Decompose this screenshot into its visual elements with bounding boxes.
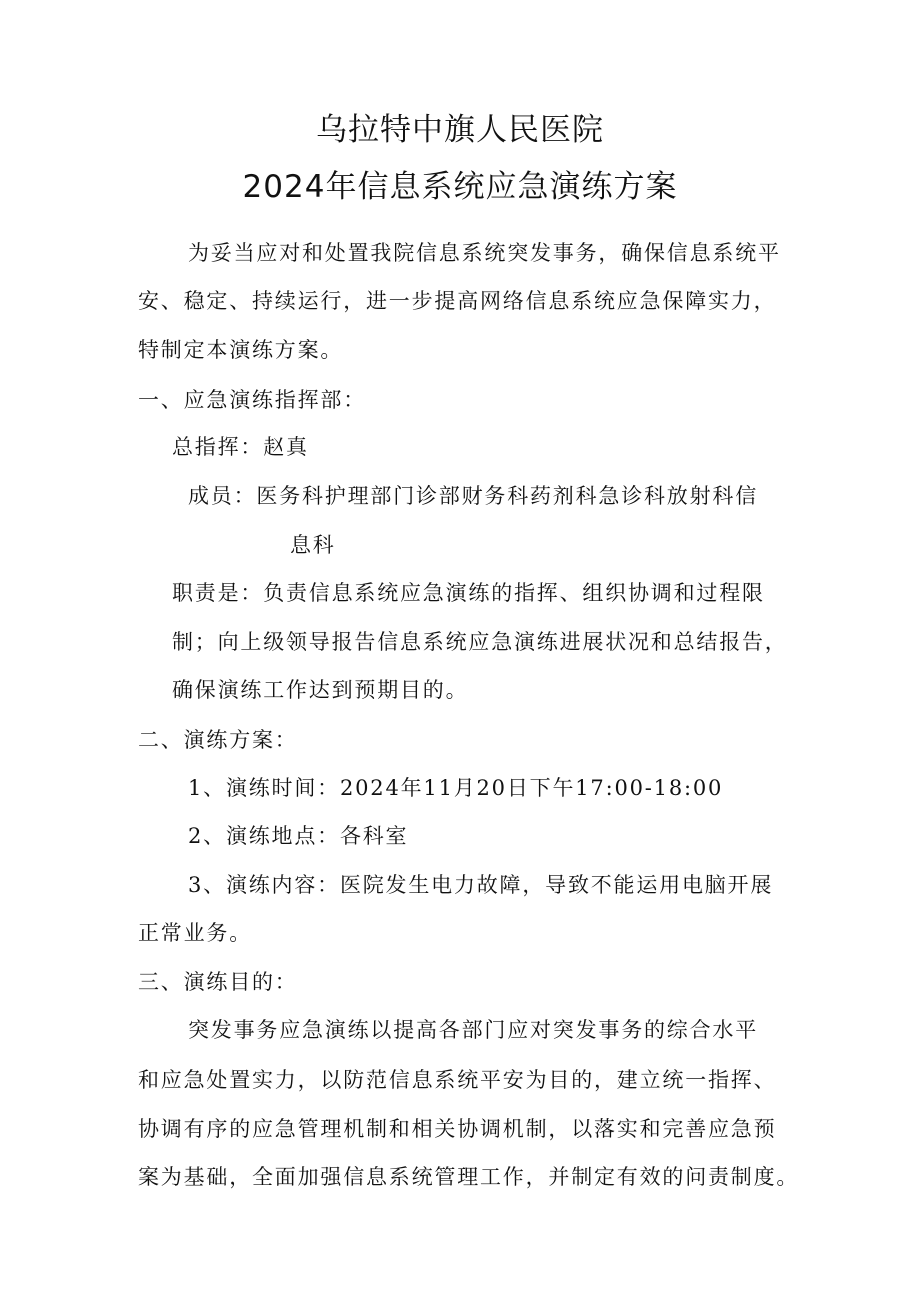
purpose-line: 协调有序的应急管理机制和相关协调机制，以落实和完善应急预 — [138, 1117, 777, 1141]
purpose-line: 案为基础，全面加强信息系统管理工作，并制定有效的问责制度。 — [138, 1165, 800, 1189]
intro-line: 特制定本演练方案。 — [138, 338, 344, 362]
section-heading-command: 一、应急演练指挥部： — [138, 388, 366, 412]
section-heading-purpose: 三、演练目的： — [138, 970, 298, 994]
members-line: 成员：医务科护理部门诊部财务科药剂科急诊科放射科信 — [188, 484, 758, 508]
purpose-line: 和应急处置实力，以防范信息系统平安为目的，建立统一指挥、 — [138, 1068, 777, 1092]
intro-line: 安、稳定、持续运行，进一步提高网络信息系统应急保障实力， — [138, 289, 777, 313]
document-title-plan: 2024年信息系统应急演练方案 — [242, 169, 678, 205]
purpose-line: 突发事务应急演练以提高各部门应对突发事务的综合水平 — [188, 1018, 758, 1042]
members-line: 息科 — [290, 533, 336, 557]
intro-line: 为妥当应对和处置我院信息系统突发事务，确保信息系统平 — [188, 241, 781, 265]
document-title-hospital: 乌拉特中旗人民医院 — [316, 112, 604, 148]
duties-line: 制；向上级领导报告信息系统应急演练进展状况和总结报告， — [172, 630, 788, 654]
commander-line: 总指挥：赵真 — [172, 435, 309, 459]
duties-line: 职责是：负责信息系统应急演练的指挥、组织协调和过程限 — [172, 581, 765, 605]
drill-content-line: 正常业务。 — [138, 921, 252, 945]
drill-place-line: 2、演练地点：各科室 — [188, 824, 409, 848]
duties-line: 确保演练工作达到预期目的。 — [172, 678, 469, 702]
section-heading-plan: 二、演练方案： — [138, 728, 298, 752]
drill-content-line: 3、演练内容：医院发生电力故障，导致不能运用电脑开展 — [188, 873, 774, 897]
drill-time-line: 1、演练时间：2024年11月20日下午17:00-18:00 — [188, 776, 724, 800]
